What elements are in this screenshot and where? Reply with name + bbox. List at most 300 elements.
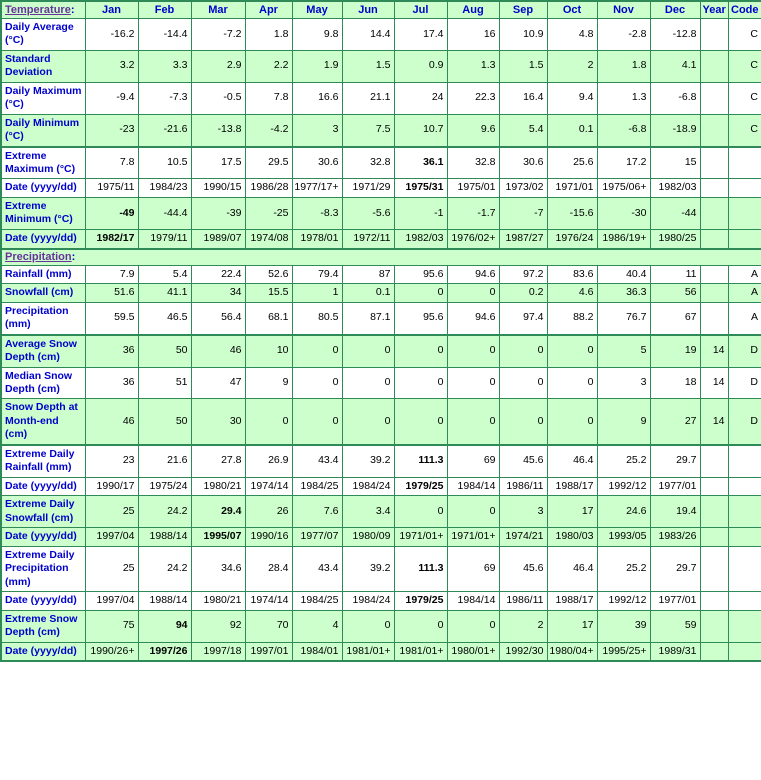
month-header-jun: Jun [342,1,394,19]
value-cell: 0 [447,399,499,445]
value-cell: 3.4 [342,496,394,528]
value-cell: 1980/25 [650,229,700,248]
value-cell: -9.4 [85,82,138,114]
value-cell: 52.6 [245,265,292,284]
value-cell: 67 [650,302,700,334]
value-cell: 59.5 [85,302,138,334]
value-cell: 17.5 [191,147,245,179]
month-header-aug: Aug [447,1,499,19]
value-cell: 0 [394,496,447,528]
value-cell: -4.2 [245,114,292,146]
value-cell: 1986/28 [245,179,292,198]
value-cell: 28.4 [245,546,292,591]
value-cell: 10 [245,335,292,367]
value-cell: 111.3 [394,546,447,591]
row-label: Standard Deviation [1,50,85,82]
table-row [1,335,761,367]
value-cell: 75 [85,610,138,642]
value-cell: 1979/11 [138,229,191,248]
value-cell: 5.4 [138,265,191,284]
value-cell: 1997/04 [85,528,138,547]
value-cell: 95.6 [394,302,447,334]
row-label: Rainfall (mm) [1,265,85,284]
value-cell: 1982/17 [85,229,138,248]
value-cell: 30 [191,399,245,445]
row-label: Precipitation (mm) [1,302,85,334]
value-cell: 10.9 [499,19,547,51]
value-cell: 34.6 [191,546,245,591]
value-cell: 4 [292,610,342,642]
value-cell: 1980/09 [342,528,394,547]
value-cell: 1975/24 [138,477,191,496]
month-header-dec: Dec [650,1,700,19]
value-cell: 1974/08 [245,229,292,248]
value-cell: 1984/01 [292,642,342,661]
value-cell: 1988/17 [547,592,597,611]
value-cell: 0 [342,335,394,367]
value-cell: 0 [245,399,292,445]
value-cell: -39 [191,198,245,230]
value-cell: 17.2 [597,147,650,179]
value-cell: 9.4 [547,82,597,114]
value-cell: 41.1 [138,284,191,303]
month-header-feb: Feb [138,1,191,19]
value-cell: 32.8 [447,147,499,179]
value-cell: 2.2 [245,50,292,82]
value-cell: 39.2 [342,546,394,591]
table-row [1,496,761,528]
value-cell: 9.6 [447,114,499,146]
value-cell: 25.6 [547,147,597,179]
value-cell: 0.1 [547,114,597,146]
value-cell: 21.6 [138,445,191,477]
value-cell: 1984/24 [342,477,394,496]
value-cell: 22.4 [191,265,245,284]
value-cell: 1997/04 [85,592,138,611]
month-header-jan: Jan [85,1,138,19]
value-cell: -30 [597,198,650,230]
value-cell: 1977/07 [292,528,342,547]
value-cell: 1974/14 [245,592,292,611]
code-cell: C [728,82,761,114]
value-cell: 1984/25 [292,592,342,611]
code-cell: A [728,265,761,284]
value-cell: -25 [245,198,292,230]
value-cell: 1984/14 [447,592,499,611]
value-cell: 0 [499,367,547,399]
month-header-apr: Apr [245,1,292,19]
code-cell: D [728,335,761,367]
value-cell: 46 [85,399,138,445]
value-cell: 7.5 [342,114,394,146]
year-cell [700,50,728,82]
climate-table-body [1,19,761,662]
value-cell: 1984/24 [342,592,394,611]
value-cell: 29.7 [650,546,700,591]
value-cell: 0 [342,399,394,445]
value-cell: 19.4 [650,496,700,528]
year-cell [700,610,728,642]
value-cell: 26 [245,496,292,528]
row-label: Date (yyyy/dd) [1,642,85,661]
code-cell [728,477,761,496]
value-cell: 0.9 [394,50,447,82]
value-cell: -8.3 [292,198,342,230]
value-cell: 36 [85,367,138,399]
precipitation-link[interactable]: Precipitation [5,250,72,263]
value-cell: 94.6 [447,302,499,334]
table-row [1,399,761,445]
value-cell: 68.1 [245,302,292,334]
year-cell [700,198,728,230]
row-label: Date (yyyy/dd) [1,229,85,248]
table-row [1,284,761,303]
row-label: Daily Average (°C) [1,19,85,51]
value-cell: 1988/14 [138,528,191,547]
value-cell: 1.5 [499,50,547,82]
value-cell: 5 [597,335,650,367]
value-cell: -5.6 [342,198,394,230]
year-cell [700,546,728,591]
value-cell: 36 [85,335,138,367]
value-cell: -1.7 [447,198,499,230]
value-cell: 0 [447,367,499,399]
value-cell: 1987/27 [499,229,547,248]
value-cell: 1972/11 [342,229,394,248]
value-cell: 1 [292,284,342,303]
value-cell: 0 [394,335,447,367]
header-colon: : [70,4,75,16]
value-cell: 1984/23 [138,179,191,198]
value-cell: 1984/14 [447,477,499,496]
value-cell: 22.3 [447,82,499,114]
value-cell: 30.6 [292,147,342,179]
value-cell: 1981/01+ [394,642,447,661]
value-cell: 95.6 [394,265,447,284]
value-cell: 70 [245,610,292,642]
value-cell: 3 [499,496,547,528]
value-cell: -49 [85,198,138,230]
value-cell: 1988/17 [547,477,597,496]
value-cell: 1986/19+ [597,229,650,248]
value-cell: 3 [597,367,650,399]
value-cell: 16.6 [292,82,342,114]
value-cell: 4.1 [650,50,700,82]
value-cell: 1990/17 [85,477,138,496]
table-row [1,147,761,179]
value-cell: 0 [499,399,547,445]
value-cell: 7.6 [292,496,342,528]
value-cell: 0 [292,367,342,399]
table-row [1,114,761,146]
value-cell: -21.6 [138,114,191,146]
table-row [1,477,761,496]
year-cell [700,179,728,198]
value-cell: 1997/26 [138,642,191,661]
value-cell: 3.2 [85,50,138,82]
value-cell: 17 [547,496,597,528]
value-cell: 1971/01 [547,179,597,198]
value-cell: 17 [547,610,597,642]
value-cell: 3 [292,114,342,146]
value-cell: 0.2 [499,284,547,303]
value-cell: 1979/25 [394,477,447,496]
value-cell: 19 [650,335,700,367]
value-cell: 1986/11 [499,477,547,496]
value-cell: 7.8 [85,147,138,179]
value-cell: 45.6 [499,546,547,591]
value-cell: -6.8 [597,114,650,146]
value-cell: 87 [342,265,394,284]
value-cell: 46.4 [547,546,597,591]
value-cell: 1992/12 [597,592,650,611]
header-row [1,1,761,19]
value-cell: 0 [394,367,447,399]
value-cell: 0 [447,610,499,642]
year-cell [700,229,728,248]
row-label: Extreme Minimum (°C) [1,198,85,230]
code-cell [728,546,761,591]
value-cell: 25 [85,496,138,528]
section-row [1,249,761,266]
table-row [1,445,761,477]
value-cell: 24.6 [597,496,650,528]
value-cell: 1975/06+ [597,179,650,198]
value-cell: -12.8 [650,19,700,51]
value-cell: 1.9 [292,50,342,82]
table-row [1,82,761,114]
value-cell: 69 [447,546,499,591]
value-cell: 1.3 [597,82,650,114]
value-cell: 111.3 [394,445,447,477]
value-cell: 1974/21 [499,528,547,547]
value-cell: 1984/25 [292,477,342,496]
row-label: Extreme Maximum (°C) [1,147,85,179]
row-label: Median Snow Depth (cm) [1,367,85,399]
value-cell: 1980/21 [191,477,245,496]
table-row [1,642,761,661]
table-row [1,198,761,230]
value-cell: 51 [138,367,191,399]
row-label: Daily Minimum (°C) [1,114,85,146]
value-cell: 1980/21 [191,592,245,611]
value-cell: -2.8 [597,19,650,51]
year-cell [700,528,728,547]
value-cell: 1983/26 [650,528,700,547]
value-cell: 1971/29 [342,179,394,198]
value-cell: 45.6 [499,445,547,477]
value-cell: 7.8 [245,82,292,114]
value-cell: 4.8 [547,19,597,51]
value-cell: 1995/07 [191,528,245,547]
year-cell [700,265,728,284]
value-cell: 69 [447,445,499,477]
table-row [1,367,761,399]
value-cell: 0 [499,335,547,367]
year-cell [700,114,728,146]
temperature-link[interactable]: Temperature [5,4,71,16]
section-cell-precipitation [1,249,761,266]
value-cell: 9 [597,399,650,445]
row-label: Date (yyyy/dd) [1,179,85,198]
code-cell [728,528,761,547]
value-cell: 24.2 [138,546,191,591]
value-cell: 80.5 [292,302,342,334]
value-cell: 5.4 [499,114,547,146]
value-cell: 29.5 [245,147,292,179]
value-cell: 1981/01+ [342,642,394,661]
value-cell: -1 [394,198,447,230]
value-cell: 16 [447,19,499,51]
value-cell: -7.3 [138,82,191,114]
value-cell: 15 [650,147,700,179]
value-cell: 1979/25 [394,592,447,611]
value-cell: 1990/26+ [85,642,138,661]
value-cell: 40.4 [597,265,650,284]
value-cell: 1990/15 [191,179,245,198]
value-cell: 1973/02 [499,179,547,198]
value-cell: 1997/18 [191,642,245,661]
value-cell: -44 [650,198,700,230]
value-cell: 1975/11 [85,179,138,198]
value-cell: 39 [597,610,650,642]
value-cell: 46.4 [547,445,597,477]
value-cell: 1992/30 [499,642,547,661]
value-cell: 1.8 [597,50,650,82]
value-cell: 10.7 [394,114,447,146]
value-cell: 1989/31 [650,642,700,661]
year-cell: 14 [700,335,728,367]
value-cell: 25.2 [597,445,650,477]
value-cell: 0 [447,496,499,528]
month-header-oct: Oct [547,1,597,19]
value-cell: 27 [650,399,700,445]
value-cell: 24 [394,82,447,114]
value-cell: 47 [191,367,245,399]
year-cell [700,147,728,179]
value-cell: 46.5 [138,302,191,334]
value-cell: 1977/01 [650,477,700,496]
value-cell: 0 [394,610,447,642]
value-cell: 18 [650,367,700,399]
value-cell: 1977/17+ [292,179,342,198]
value-cell: -44.4 [138,198,191,230]
month-header-sep: Sep [499,1,547,19]
value-cell: 26.9 [245,445,292,477]
value-cell: 2.9 [191,50,245,82]
value-cell: 29.7 [650,445,700,477]
code-cell [728,642,761,661]
row-label: Extreme Daily Rainfall (mm) [1,445,85,477]
value-cell: 25 [85,546,138,591]
value-cell: 94.6 [447,265,499,284]
value-cell: 1.5 [342,50,394,82]
value-cell: 88.2 [547,302,597,334]
value-cell: 25.2 [597,546,650,591]
row-label: Extreme Snow Depth (cm) [1,610,85,642]
value-cell: 36.1 [394,147,447,179]
year-cell [700,477,728,496]
year-cell [700,82,728,114]
value-cell: -7 [499,198,547,230]
value-cell: 1974/14 [245,477,292,496]
value-cell: 46 [191,335,245,367]
value-cell: 1995/25+ [597,642,650,661]
row-label: Snow Depth at Month-end (cm) [1,399,85,445]
value-cell: -18.9 [650,114,700,146]
value-cell: 2 [499,610,547,642]
table-row [1,528,761,547]
value-cell: 34 [191,284,245,303]
code-cell [728,179,761,198]
code-cell: C [728,50,761,82]
code-cell [728,445,761,477]
value-cell: 43.4 [292,445,342,477]
value-cell: 11 [650,265,700,284]
value-cell: 1976/02+ [447,229,499,248]
value-cell: 2 [547,50,597,82]
value-cell: 50 [138,399,191,445]
value-cell: 1.8 [245,19,292,51]
code-cell: A [728,302,761,334]
code-cell [728,147,761,179]
value-cell: 79.4 [292,265,342,284]
table-row [1,19,761,51]
value-cell: 1980/04+ [547,642,597,661]
row-label: Average Snow Depth (cm) [1,335,85,367]
row-label: Snowfall (cm) [1,284,85,303]
year-cell [700,592,728,611]
table-row [1,302,761,334]
temperature-header-cell [1,1,85,19]
value-cell: 3.3 [138,50,191,82]
month-header-nov: Nov [597,1,650,19]
year-cell [700,642,728,661]
value-cell: 0 [292,335,342,367]
year-cell: 14 [700,399,728,445]
value-cell: 1977/01 [650,592,700,611]
value-cell: 4.6 [547,284,597,303]
value-cell: -7.2 [191,19,245,51]
value-cell: 9.8 [292,19,342,51]
value-cell: 1993/05 [597,528,650,547]
value-cell: 10.5 [138,147,191,179]
value-cell: 1997/01 [245,642,292,661]
value-cell: 27.8 [191,445,245,477]
value-cell: 29.4 [191,496,245,528]
value-cell: 1990/16 [245,528,292,547]
year-header: Year [700,1,728,19]
value-cell: 56 [650,284,700,303]
value-cell: 1975/31 [394,179,447,198]
code-cell: C [728,114,761,146]
value-cell: -0.5 [191,82,245,114]
value-cell: 97.2 [499,265,547,284]
table-row [1,179,761,198]
value-cell: 1971/01+ [394,528,447,547]
value-cell: 94 [138,610,191,642]
value-cell: 1980/01+ [447,642,499,661]
year-cell: 14 [700,367,728,399]
value-cell: 39.2 [342,445,394,477]
value-cell: 0.1 [342,284,394,303]
table-row [1,592,761,611]
value-cell: 0 [292,399,342,445]
value-cell: 1971/01+ [447,528,499,547]
value-cell: 1975/01 [447,179,499,198]
value-cell: -13.8 [191,114,245,146]
value-cell: 0 [547,367,597,399]
